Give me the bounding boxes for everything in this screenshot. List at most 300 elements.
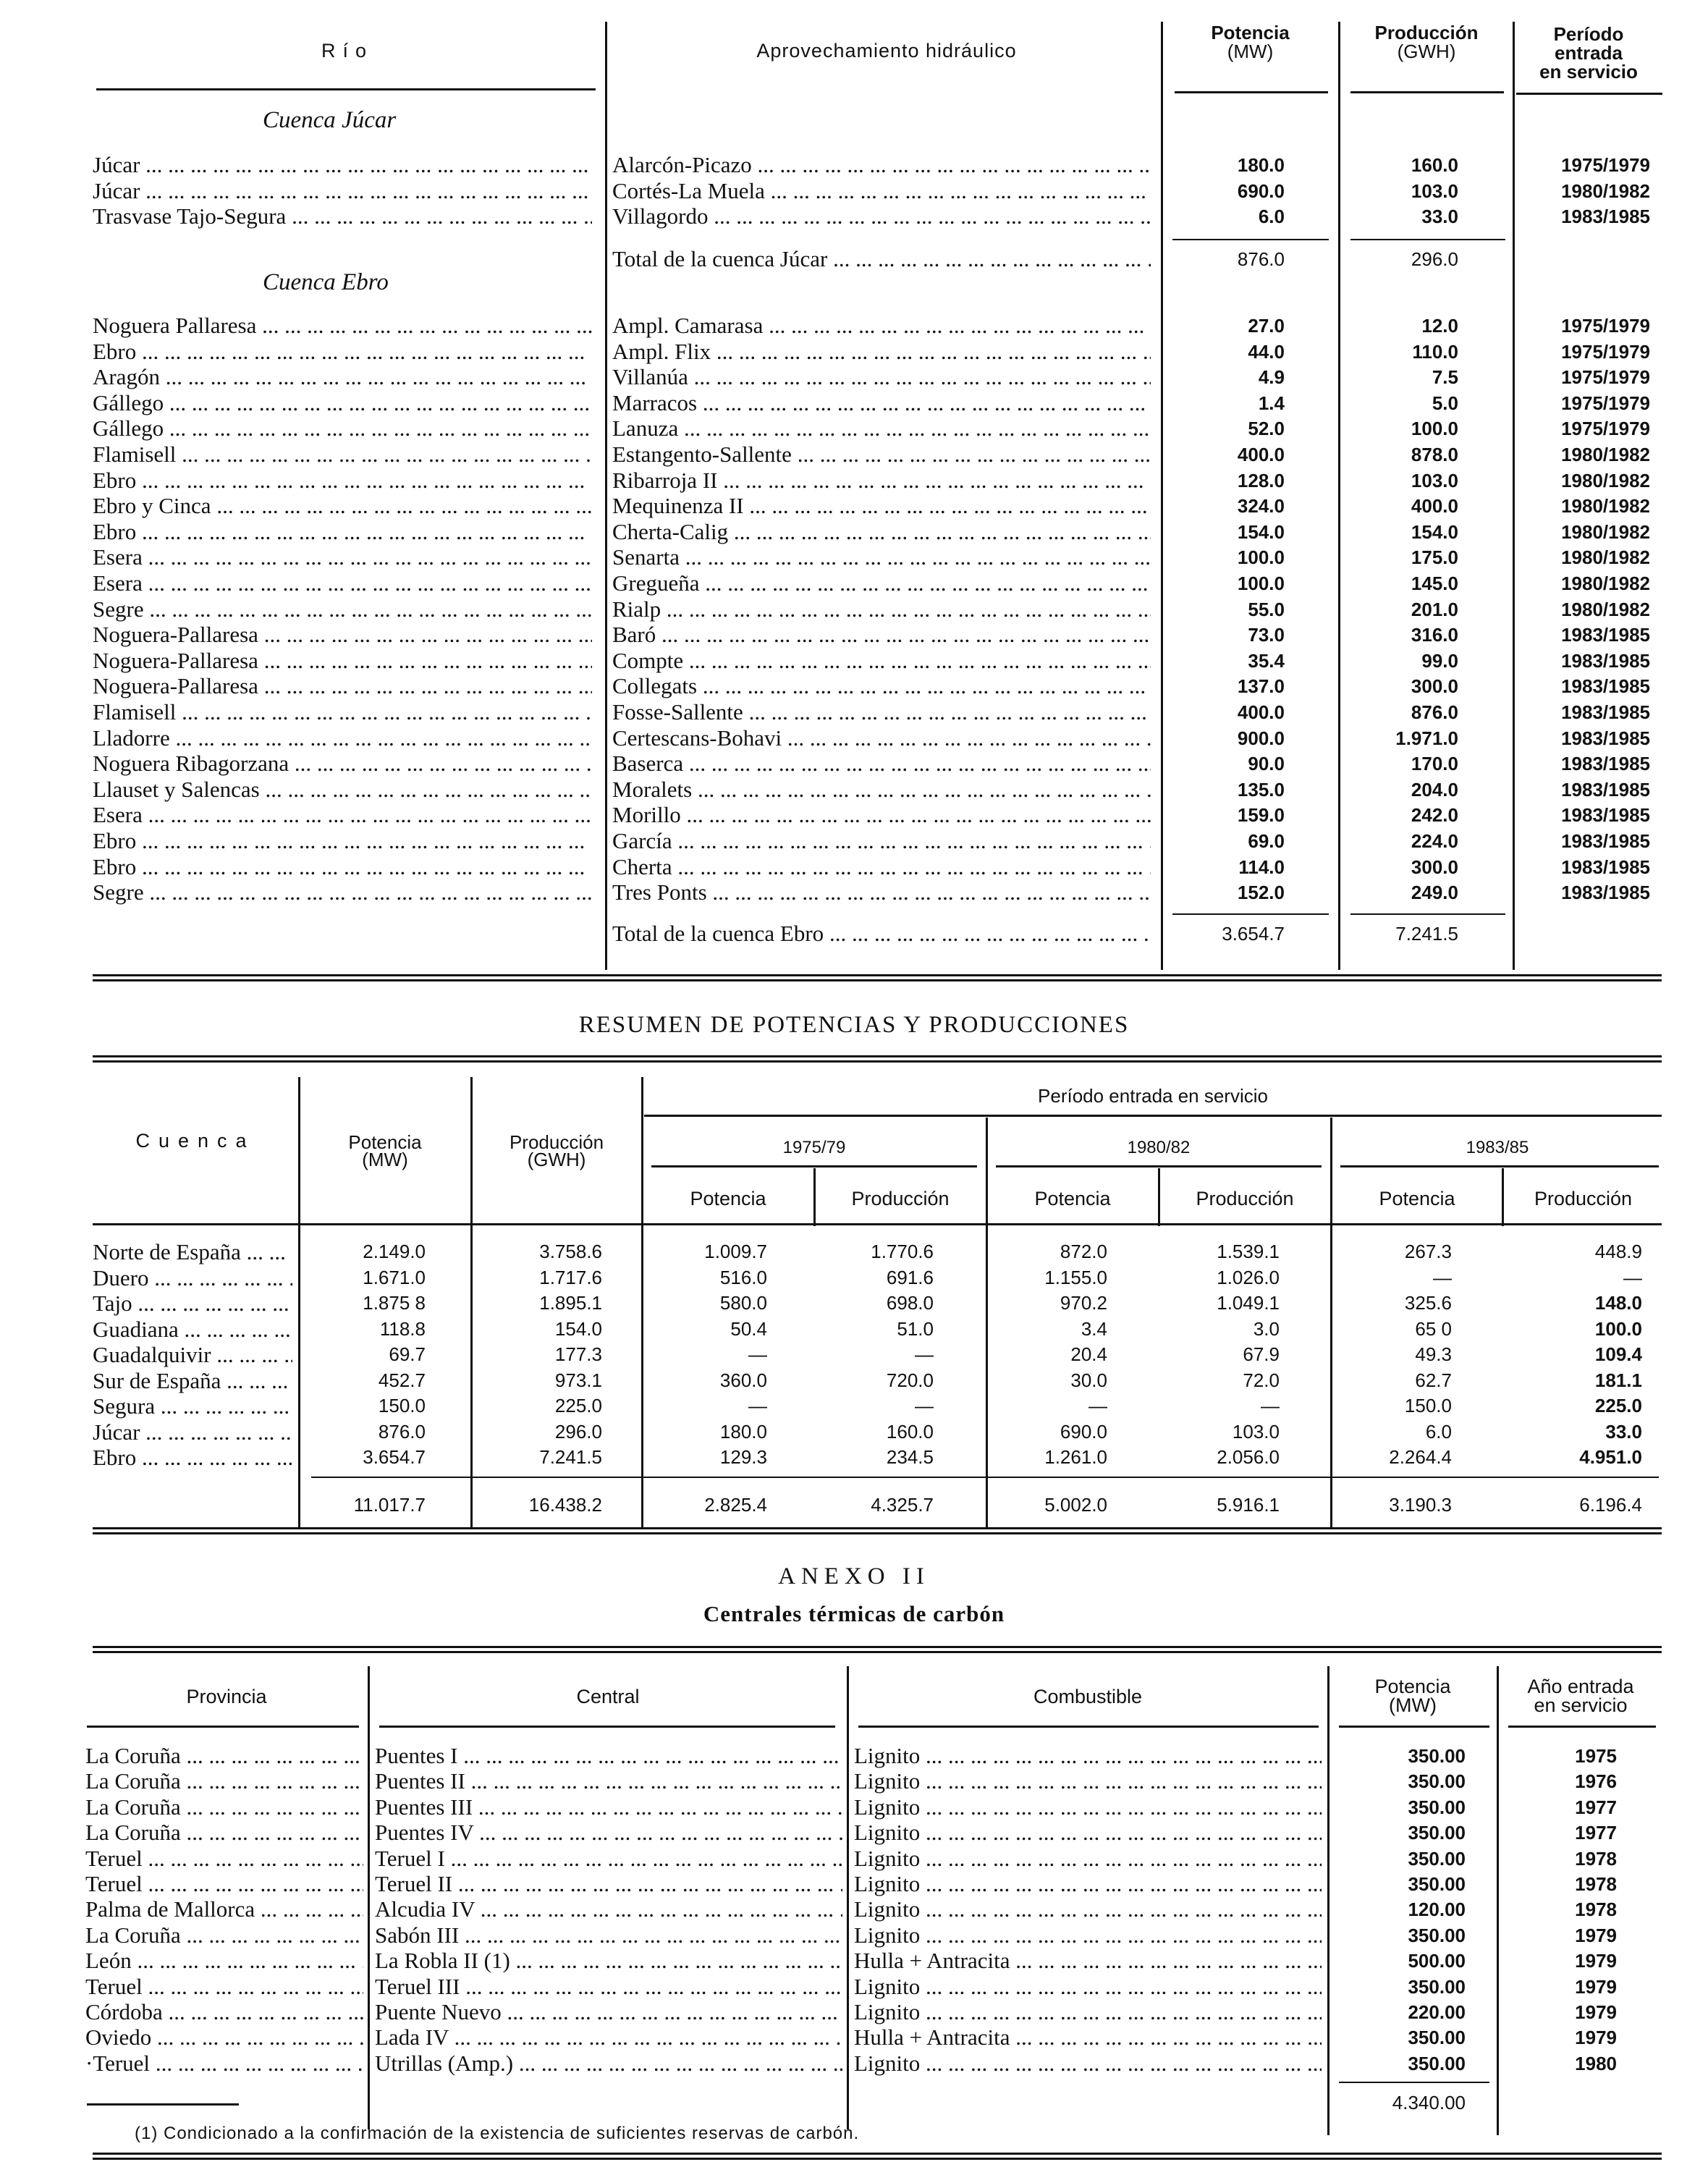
- aprovechamiento-cell: Alarcón-Picazo ... .: [612, 152, 1151, 178]
- periodo-cell: 1983/1985: [1561, 649, 1650, 672]
- header-central: Central: [576, 1686, 640, 1707]
- q1-cell: 720.0: [886, 1369, 934, 1391]
- anio-cell: 1978: [1575, 1873, 1617, 1895]
- central-cell: Teruel I ... .: [375, 1846, 842, 1872]
- central-cell: Puentes I ... .: [375, 1743, 842, 1769]
- q3-cell: 225.0: [1594, 1395, 1642, 1416]
- q1-cell: —: [915, 1343, 934, 1365]
- prod-cell: 1.717.6: [539, 1266, 602, 1288]
- pot-cell: 1.671.0: [363, 1266, 426, 1288]
- provincia-cell: Oviedo ... .: [85, 2024, 363, 2051]
- provincia-cell: La Coruña ... .: [85, 1743, 363, 1769]
- header-potencia-2: (MW): [362, 1149, 408, 1170]
- aprovechamiento-cell: Marracos ... .: [612, 390, 1151, 416]
- produccion-cell: 103.0: [1411, 469, 1458, 491]
- potencia-cell: 120.00: [1408, 1899, 1466, 1921]
- prod-cell: 1.895.1: [539, 1292, 602, 1314]
- potencia-cell: 350.00: [1408, 1847, 1466, 1870]
- provincia-cell: Córdoba ... .: [85, 1999, 363, 2025]
- anexo-row: [0, 1743, 1708, 1769]
- potencia-cell: 350.00: [1408, 1924, 1466, 1946]
- header-rule: [996, 1165, 1322, 1167]
- aprovechamiento-cell: Fosse-Sallente ... .: [612, 699, 1151, 725]
- combustible-cell: Lignito ... .: [854, 1974, 1322, 2000]
- header-potencia-2: (MW): [1389, 1694, 1437, 1716]
- p1-cell: 360.0: [719, 1369, 767, 1391]
- aprovechamiento-cell: Villagordo ... .: [612, 203, 1151, 229]
- potencia-cell: 690.0: [1237, 180, 1285, 202]
- anio-cell: 1979: [1575, 2001, 1617, 2023]
- q1-cell: 51.0: [897, 1317, 934, 1340]
- q3-cell: 4.951.0: [1579, 1446, 1642, 1468]
- anio-cell: 1979: [1575, 2027, 1617, 2049]
- p2-cell: 690.0: [1060, 1420, 1107, 1443]
- q2-cell: 3.0: [1253, 1317, 1280, 1340]
- aprovechamiento-cell: Collegats ... .: [612, 673, 1151, 699]
- rio-cell: Gállego ... .: [93, 390, 592, 416]
- header-rule: [1508, 1726, 1656, 1728]
- anio-cell: 1976: [1575, 1770, 1617, 1793]
- produccion-cell: 316.0: [1411, 624, 1458, 646]
- subheader-produccion: Producción: [851, 1188, 950, 1209]
- potencia-cell: 69.0: [1248, 830, 1285, 852]
- q2-cell: 1.539.1: [1217, 1241, 1280, 1262]
- header-provincia: Provincia: [186, 1686, 267, 1707]
- p1-cell: 1.009.7: [704, 1241, 767, 1262]
- header-potencia-1: Potencia: [1374, 1676, 1451, 1697]
- potencia-cell: 100.0: [1237, 546, 1285, 569]
- rio-cell: Ebro ... .: [93, 468, 592, 494]
- subheader-produccion: Producción: [1534, 1188, 1633, 1209]
- p3-cell: 267.3: [1404, 1241, 1452, 1262]
- periodo-cell: 1975/1979: [1561, 340, 1650, 363]
- resumen-row: [0, 1291, 1708, 1316]
- produccion-cell: 400.0: [1411, 495, 1458, 518]
- produccion-cell: 224.0: [1411, 830, 1458, 852]
- produccion-cell: 201.0: [1411, 598, 1458, 620]
- p3-cell: 62.7: [1415, 1369, 1452, 1391]
- p3-cell: 325.6: [1404, 1292, 1452, 1314]
- p3-cell: 2.264.4: [1389, 1446, 1452, 1468]
- q2-cell: —: [1261, 1395, 1280, 1416]
- produccion-cell: 154.0: [1411, 520, 1458, 543]
- col-divider: [1502, 1168, 1504, 1226]
- cuenca-cell: Sur de España ... .: [93, 1368, 292, 1393]
- combustible-cell: Lignito ... .: [854, 1922, 1322, 1948]
- periodo-cell: 1983/1985: [1561, 778, 1650, 801]
- p1-cell: —: [748, 1343, 767, 1365]
- potencia-cell: 27.0: [1248, 315, 1285, 337]
- periodo-cell: 1980/1982: [1561, 469, 1650, 491]
- header-periodo-3: en servicio: [1539, 61, 1638, 83]
- central-cell: Puentes IV ... .: [375, 1820, 842, 1846]
- aprovechamiento-cell: Cherta-Calig ... .: [612, 519, 1151, 545]
- double-rule: [93, 1527, 1662, 1534]
- provincia-cell: León ... .: [85, 1948, 363, 1974]
- periodo-cell: 1975/1979: [1561, 366, 1650, 389]
- q1-cell: 1.770.6: [871, 1241, 934, 1262]
- resumen-title: RESUMEN DE POTENCIAS Y PRODUCCIONES: [578, 1012, 1130, 1038]
- central-cell: Utrillas (Amp.) ... .: [375, 2051, 842, 2077]
- produccion-cell: 100.0: [1411, 418, 1458, 440]
- header-rule: [1175, 91, 1328, 93]
- cuenca-cell: Duero ... .: [93, 1265, 292, 1291]
- produccion-cell: 878.0: [1411, 444, 1458, 465]
- central-cell: Puente Nuevo ... .: [375, 1999, 842, 2025]
- subheader-produccion: Producción: [1196, 1188, 1294, 1209]
- combustible-cell: Lignito ... .: [854, 1768, 1322, 1794]
- periodo-cell: 1980/1982: [1561, 573, 1650, 594]
- anio-cell: 1977: [1575, 1822, 1617, 1844]
- provincia-cell: La Coruña ... .: [85, 1768, 363, 1794]
- header-rule: [644, 1115, 1662, 1117]
- potencia-cell: 159.0: [1237, 804, 1285, 827]
- anio-cell: 1979: [1575, 1924, 1617, 1946]
- anexo-row: [0, 1999, 1708, 2025]
- rio-cell: Noguera-Pallaresa ... .: [93, 622, 592, 648]
- aprovechamiento-cell: Morillo ... .: [612, 802, 1151, 828]
- pot-cell: 452.7: [378, 1369, 426, 1391]
- q3-cell: 33.0: [1605, 1420, 1642, 1443]
- anio-cell: 1979: [1575, 1950, 1617, 1972]
- produccion-cell: 300.0: [1411, 856, 1458, 878]
- potencia-cell: 135.0: [1237, 778, 1285, 801]
- p3-cell: 49.3: [1415, 1343, 1452, 1365]
- pot-cell: 69.7: [389, 1343, 426, 1365]
- pot-cell: 876.0: [378, 1420, 426, 1443]
- anexo-title: ANEXO II: [778, 1563, 930, 1589]
- header-anio-2: en servicio: [1534, 1694, 1628, 1716]
- total-produccion: 296.0: [1411, 248, 1458, 270]
- double-rule: [93, 974, 1662, 981]
- provincia-cell: Palma de Mallorca ... .: [85, 1896, 363, 1922]
- p2-cell: 3.4: [1081, 1317, 1107, 1340]
- combustible-cell: Hulla + Antracita ... .: [854, 1948, 1322, 1974]
- periodo-cell: 1980/1982: [1561, 180, 1650, 202]
- header-period-1983: 1983/85: [1466, 1138, 1529, 1157]
- potencia-cell: 137.0: [1237, 675, 1285, 698]
- total-p3-cell: 3.190.3: [1389, 1494, 1452, 1516]
- potencia-cell: 350.00: [1408, 2052, 1466, 2074]
- header-potencia-1: Potencia: [348, 1131, 422, 1153]
- aprovechamiento-cell: Certescans-Bohavi ... .: [612, 725, 1151, 751]
- header-rule: [651, 1165, 977, 1167]
- potencia-cell: 220.00: [1408, 2001, 1466, 2023]
- rio-cell: Ebro y Cinca ... .: [93, 493, 592, 519]
- rio-cell: Ebro ... .: [93, 519, 592, 545]
- anexo-row: [0, 1846, 1708, 1872]
- p1-cell: 516.0: [719, 1266, 767, 1288]
- aprovechamiento-cell: Cortés-La Muela ... .: [612, 178, 1151, 204]
- provincia-cell: ·Teruel ... .: [85, 2051, 363, 2077]
- aprovechamiento-cell: Ribarroja II ... .: [612, 468, 1151, 494]
- header-rule: [87, 1726, 359, 1728]
- q3-cell: 448.9: [1594, 1241, 1642, 1262]
- header-periodo-1: Período: [1553, 23, 1624, 45]
- resumen-row: [0, 1368, 1708, 1393]
- resumen-row: [0, 1265, 1708, 1291]
- total-rule: [1339, 2082, 1489, 2083]
- header-produccion-2: (GWH): [527, 1149, 586, 1170]
- header-produccion-2: (GWH): [1397, 41, 1456, 62]
- produccion-cell: 33.0: [1421, 206, 1458, 228]
- potencia-cell: 350.00: [1408, 1873, 1466, 1895]
- total-q2-cell: 5.916.1: [1217, 1494, 1280, 1516]
- central-cell: Puentes II ... .: [375, 1768, 842, 1794]
- rio-cell: Lladorre ... .: [93, 725, 592, 751]
- header-rule: [1339, 1726, 1489, 1728]
- periodo-cell: 1983/1985: [1561, 882, 1650, 904]
- periodo-cell: 1980/1982: [1561, 444, 1650, 465]
- total-q1-cell: 4.325.7: [871, 1494, 934, 1516]
- potencia-cell: 6.0: [1258, 206, 1285, 228]
- q1-cell: 698.0: [886, 1292, 934, 1314]
- rio-cell: Esera ... .: [93, 570, 592, 596]
- potencia-cell: 180.0: [1237, 154, 1285, 176]
- q2-cell: 67.9: [1243, 1343, 1280, 1365]
- potencia-cell: 100.0: [1237, 573, 1285, 594]
- cuenca-cell: Guadalquivir ... .: [93, 1342, 292, 1367]
- combustible-cell: Lignito ... .: [854, 1871, 1322, 1897]
- potencia-cell: 400.0: [1237, 701, 1285, 723]
- q2-cell: 1.049.1: [1217, 1292, 1280, 1314]
- header-rule: [1516, 93, 1662, 95]
- produccion-cell: 7.5: [1432, 366, 1458, 389]
- central-cell: Teruel III ... .: [375, 1974, 842, 2000]
- anio-cell: 1978: [1575, 1847, 1617, 1870]
- rio-cell: Noguera Ribagorzana ... .: [93, 751, 592, 777]
- header-combustible: Combustible: [1033, 1686, 1143, 1707]
- produccion-cell: 5.0: [1432, 392, 1458, 414]
- potencia-cell: 500.00: [1408, 1950, 1466, 1972]
- potencia-cell: 350.00: [1408, 1796, 1466, 1818]
- potencia-cell: 55.0: [1248, 598, 1285, 620]
- pot-cell: 3.654.7: [363, 1446, 426, 1468]
- provincia-cell: La Coruña ... .: [85, 1820, 363, 1846]
- p3-cell: —: [1433, 1266, 1452, 1288]
- provincia-cell: Teruel ... .: [85, 1974, 363, 2000]
- potencia-cell: 152.0: [1237, 882, 1285, 904]
- footnote-rule: [87, 2103, 239, 2106]
- produccion-cell: 103.0: [1411, 180, 1458, 202]
- q3-cell: 100.0: [1594, 1317, 1642, 1340]
- total-label: Total de la cuenca Júcar ... .: [612, 246, 1151, 272]
- produccion-cell: 12.0: [1421, 315, 1458, 337]
- central-cell: La Robla II (1) ... .: [375, 1948, 842, 1974]
- periodo-cell: 1983/1985: [1561, 624, 1650, 646]
- prod-cell: 296.0: [554, 1420, 602, 1443]
- double-rule: [93, 2153, 1662, 2160]
- p1-cell: 180.0: [719, 1420, 767, 1443]
- aprovechamiento-cell: Baró ... .: [612, 622, 1151, 648]
- anexo-row: [0, 1974, 1708, 2000]
- potencia-cell: 35.4: [1248, 649, 1285, 672]
- aprovechamiento-cell: García ... .: [612, 828, 1151, 854]
- total-prod-cell: 16.438.2: [528, 1494, 602, 1516]
- p3-cell: 6.0: [1425, 1420, 1452, 1443]
- anio-cell: 1978: [1575, 1899, 1617, 1921]
- aprovechamiento-cell: Compte ... .: [612, 648, 1151, 674]
- prod-cell: 177.3: [554, 1343, 602, 1365]
- rio-cell: Esera ... .: [93, 544, 592, 570]
- anexo-row: [0, 2051, 1708, 2077]
- header-rule: [96, 88, 596, 90]
- q1-cell: 160.0: [886, 1420, 934, 1443]
- header-potencia-1: Potencia: [1211, 22, 1290, 43]
- aprovechamiento-cell: Moralets ... .: [612, 777, 1151, 803]
- col-divider: [1513, 22, 1515, 970]
- p2-cell: 970.2: [1060, 1292, 1107, 1314]
- produccion-cell: 1.971.0: [1395, 727, 1458, 749]
- produccion-cell: 242.0: [1411, 804, 1458, 827]
- cuenca-cell: Ebro ... .: [93, 1445, 292, 1470]
- rio-cell: Júcar ... .: [93, 152, 592, 178]
- periodo-cell: 1980/1982: [1561, 598, 1650, 620]
- potencia-cell: 350.00: [1408, 1770, 1466, 1793]
- header-cuenca: Cuenca: [135, 1130, 255, 1152]
- potencia-cell: 400.0: [1237, 444, 1285, 465]
- subheader-potencia: Potencia: [1034, 1188, 1111, 1209]
- anexo-row: [0, 2024, 1708, 2051]
- cuenca-cell: Guadiana ... .: [93, 1317, 292, 1342]
- p2-cell: 872.0: [1060, 1241, 1107, 1262]
- header-aprovechamiento: Aprovechamiento hidráulico: [756, 40, 1017, 62]
- central-cell: Lada IV ... .: [375, 2024, 842, 2051]
- anexo-subtitle: Centrales térmicas de carbón: [703, 1601, 1005, 1626]
- potencia-cell: 4.9: [1258, 366, 1285, 389]
- periodo-cell: 1983/1985: [1561, 804, 1650, 827]
- potencia-cell: 90.0: [1248, 753, 1285, 775]
- section-title-ebro: Cuenca Ebro: [263, 269, 389, 295]
- anio-cell: 1975: [1575, 1745, 1617, 1767]
- periodo-cell: 1980/1982: [1561, 546, 1650, 569]
- rio-cell: Flamisell ... .: [93, 442, 592, 468]
- rio-cell: Ebro ... .: [93, 854, 592, 880]
- potencia-cell: 73.0: [1248, 624, 1285, 646]
- periodo-cell: 1975/1979: [1561, 418, 1650, 440]
- aprovechamiento-cell: Tres Ponts ... .: [612, 879, 1151, 905]
- resumen-row: [0, 1419, 1708, 1445]
- subtotal-rule: [1350, 913, 1505, 915]
- aprovechamiento-cell: Baserca ... .: [612, 751, 1151, 777]
- rio-cell: Trasvase Tajo-Segura ... .: [93, 203, 592, 229]
- potencia-cell: 44.0: [1248, 340, 1285, 363]
- potencia-cell: 128.0: [1237, 469, 1285, 491]
- subheader-potencia: Potencia: [1379, 1188, 1455, 1209]
- q2-cell: 2.056.0: [1217, 1446, 1280, 1468]
- aprovechamiento-cell: Senarta ... .: [612, 544, 1151, 570]
- produccion-cell: 876.0: [1411, 701, 1458, 723]
- pot-cell: 2.149.0: [363, 1241, 426, 1262]
- potencia-cell: 154.0: [1237, 520, 1285, 543]
- rio-cell: Ebro ... .: [93, 339, 592, 365]
- combustible-cell: Lignito ... .: [854, 1999, 1322, 2025]
- resumen-row: [0, 1239, 1708, 1264]
- potencia-cell: 900.0: [1237, 727, 1285, 749]
- q1-cell: —: [915, 1395, 934, 1416]
- rio-cell: Aragón ... .: [93, 364, 592, 390]
- double-rule: [93, 1646, 1662, 1653]
- prod-cell: 225.0: [554, 1395, 602, 1416]
- periodo-cell: 1975/1979: [1561, 315, 1650, 337]
- periodo-cell: 1975/1979: [1561, 392, 1650, 414]
- total-label: Total de la cuenca Ebro ... .: [612, 921, 1151, 947]
- produccion-cell: 204.0: [1411, 778, 1458, 801]
- anexo-row: [0, 1896, 1708, 1922]
- aprovechamiento-cell: Gregueña ... .: [612, 570, 1151, 596]
- total-q3-cell: 6.196.4: [1579, 1494, 1642, 1516]
- periodo-cell: 1975/1979: [1561, 154, 1650, 176]
- aprovechamiento-cell: Villanúa ... .: [612, 364, 1151, 390]
- potencia-cell: 324.0: [1237, 495, 1285, 518]
- combustible-cell: Lignito ... .: [854, 1820, 1322, 1846]
- header-rule: [93, 1223, 1662, 1225]
- periodo-cell: 1980/1982: [1561, 520, 1650, 543]
- potencia-cell: 52.0: [1248, 418, 1285, 440]
- q2-cell: 72.0: [1243, 1369, 1280, 1391]
- col-divider: [1158, 1168, 1160, 1226]
- rio-cell: Júcar ... .: [93, 178, 592, 204]
- central-cell: Teruel II ... .: [375, 1871, 842, 1897]
- anexo-row: [0, 1768, 1708, 1794]
- combustible-cell: Lignito ... .: [854, 1743, 1322, 1769]
- produccion-cell: 99.0: [1421, 649, 1458, 672]
- p2-cell: 1.261.0: [1044, 1446, 1107, 1468]
- produccion-cell: 145.0: [1411, 573, 1458, 594]
- aprovechamiento-cell: Lanuza ... .: [612, 415, 1151, 442]
- cuenca-cell: Júcar ... .: [93, 1419, 292, 1445]
- p2-cell: —: [1088, 1395, 1107, 1416]
- aprovechamiento-cell: Ampl. Flix ... .: [612, 339, 1151, 365]
- periodo-cell: 1983/1985: [1561, 206, 1650, 228]
- resumen-total: [0, 1492, 1708, 1518]
- col-divider: [1161, 22, 1163, 970]
- subtotal-rule: [1172, 239, 1329, 240]
- provincia-cell: Teruel ... .: [85, 1846, 363, 1872]
- cuenca-cell: Norte de España ... .: [93, 1239, 292, 1264]
- q2-cell: 1.026.0: [1217, 1266, 1280, 1288]
- resumen-row: [0, 1445, 1708, 1470]
- resumen-row: [0, 1393, 1708, 1419]
- col-divider: [813, 1168, 816, 1226]
- header-anio-1: Año entrada: [1527, 1676, 1634, 1697]
- q3-cell: 109.4: [1594, 1343, 1642, 1365]
- pot-cell: 1.875 8: [363, 1292, 426, 1314]
- periodo-cell: 1983/1985: [1561, 675, 1650, 698]
- header-rio: Río: [321, 40, 374, 62]
- potencia-cell: 350.00: [1408, 2027, 1466, 2049]
- aprovechamiento-cell: Rialp ... .: [612, 596, 1151, 622]
- prod-cell: 154.0: [554, 1317, 602, 1340]
- rio-cell: Llauset y Salencas ... .: [93, 777, 592, 803]
- header-produccion-1: Producción: [509, 1131, 604, 1153]
- produccion-cell: 249.0: [1411, 882, 1458, 904]
- header-period-1975: 1975/79: [782, 1138, 846, 1157]
- p1-cell: 50.4: [730, 1317, 767, 1340]
- rio-cell: Noguera Pallaresa ... .: [93, 313, 592, 339]
- potencia-cell: 1.4: [1258, 392, 1285, 414]
- subtotal-rule: [1172, 913, 1329, 915]
- provincia-cell: Teruel ... .: [85, 1871, 363, 1897]
- aprovechamiento-cell: Estangento-Sallente ... .: [612, 442, 1151, 468]
- central-cell: Alcudia IV ... .: [375, 1896, 842, 1922]
- rio-cell: Segre ... .: [93, 596, 592, 622]
- subtotal-rule: [1350, 239, 1505, 240]
- produccion-cell: 170.0: [1411, 753, 1458, 775]
- total-rule: [311, 1477, 1659, 1478]
- pot-cell: 118.8: [379, 1317, 426, 1340]
- prod-cell: 973.1: [554, 1369, 602, 1391]
